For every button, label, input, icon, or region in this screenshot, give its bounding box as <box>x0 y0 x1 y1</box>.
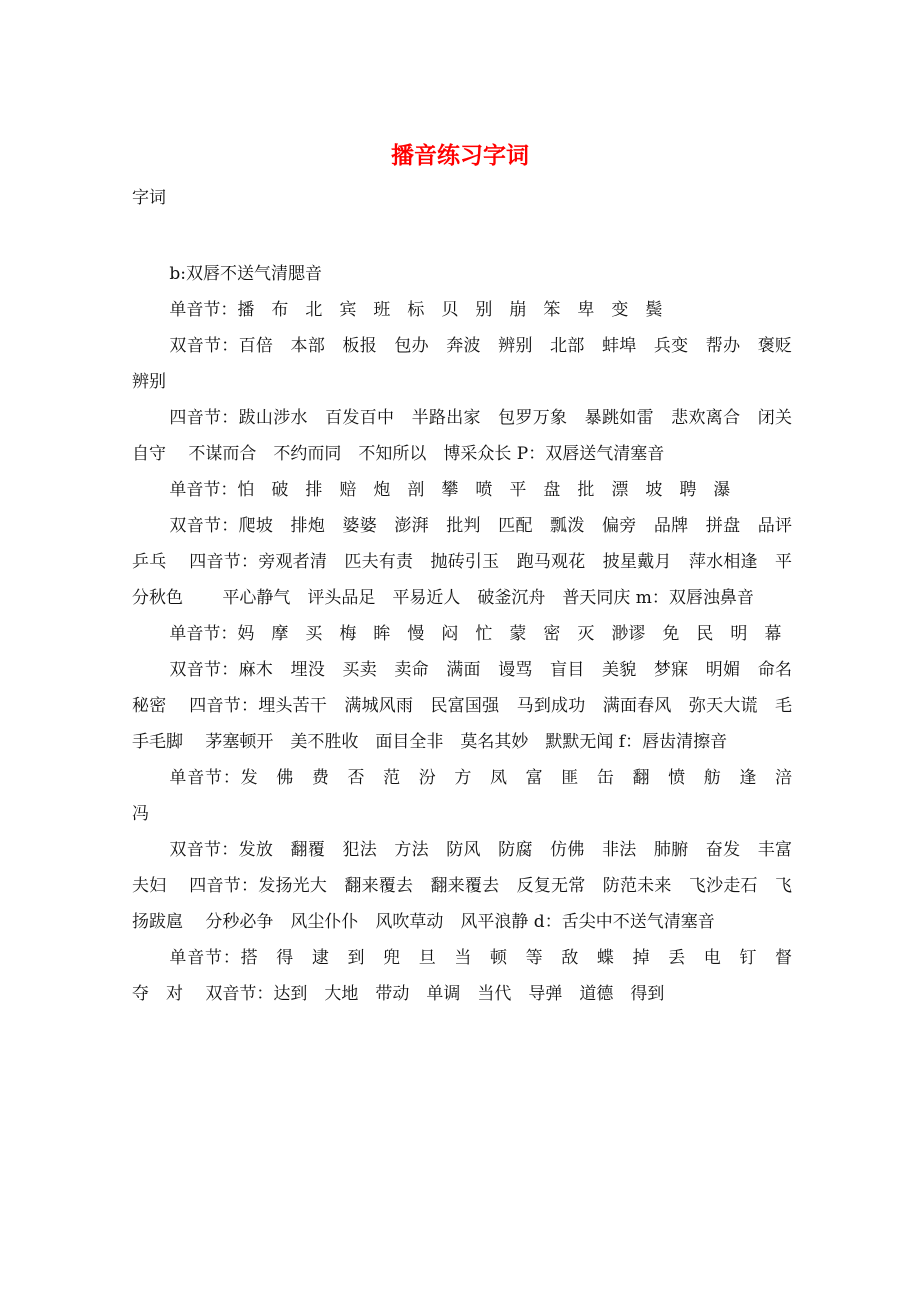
paragraph-f-double: 双音节：发放 翻覆 犯法 方法 防风 防腐 仿佛 非法 肺腑 奋发 丰富 夫妇 四音节：发扬光大 翻来覆去 翻来覆去 反复无常 防范未来 飞沙走石 飞扬跋扈 分秒必争 风尘仆仆 风吹草动 风平浪静 d：舌尖中不送气清塞音 <box>132 840 809 932</box>
document-title: 播音练习字词 <box>391 142 529 169</box>
paragraph-b-double: 双音节：百倍 本部 板报 包办 奔波 辨别 北部 蚌埠 兵变 帮办 褒贬 辨别 <box>132 336 809 392</box>
paragraph-d-single: 单音节：搭 得 逮 到 兜 旦 当 顿 等 敌 蝶 掉 丢 电 钉 督 夺 对 双音节：达到 大地 带动 单调 当代 导弹 道德 得到 <box>132 948 809 1004</box>
paragraph-f-single: 单音节：发 佛 费 否 范 汾 方 凤 富 匪 缶 翻 愤 舫 逢 涪 冯 <box>132 768 809 824</box>
paragraph-p-single: 单音节：怕 破 排 赔 炮 剖 攀 喷 平 盘 批 漂 坡 聘 瀑 <box>169 480 731 500</box>
paragraph-p-double: 双音节：爬坡 排炮 婆婆 澎湃 批判 匹配 瓢泼 偏旁 品牌 拼盘 品评 乒乓 四音节：旁观者清 匹夫有责 抛砖引玉 跑马观花 披星戴月 萍水相逢 平分秋色 平心静气 评头品足 平易近人 破釜沉舟 普天同庆 m：双唇浊鼻音 <box>132 516 809 608</box>
document-body <box>132 256 809 1012</box>
paragraph-b-four: 四音节：跋山涉水 百发百中 半路出家 包罗万象 暴跳如雷 悲欢离合 闭关自守 不谋而合 不约而同 不知所以 博采众长 P：双唇送气清塞音 <box>132 408 792 464</box>
paragraph-m-double: 双音节：麻木 埋没 买卖 卖命 满面 谩骂 盲目 美貌 梦寐 明媚 命名 秘密 四音节：埋头苦干 满城风雨 民富国强 马到成功 满面春风 弥天大谎 毛手毛脚 茅塞顿开 美不胜收 面目全非 莫名其妙 默默无闻 f：唇齿清擦音 <box>132 660 809 752</box>
paragraph-b-single: 单音节：播 布 北 宾 班 标 贝 别 崩 笨 卑 变 鬓 <box>169 300 663 320</box>
paragraph-m-single: 单音节：妈 摩 买 梅 眸 慢 闷 忙 蒙 密 灭 渺谬 免 民 明 幕 <box>169 624 782 644</box>
paragraph-b-heading: b:双唇不送气清腮音 <box>169 264 323 284</box>
document-subtitle: 字词 <box>132 188 166 208</box>
